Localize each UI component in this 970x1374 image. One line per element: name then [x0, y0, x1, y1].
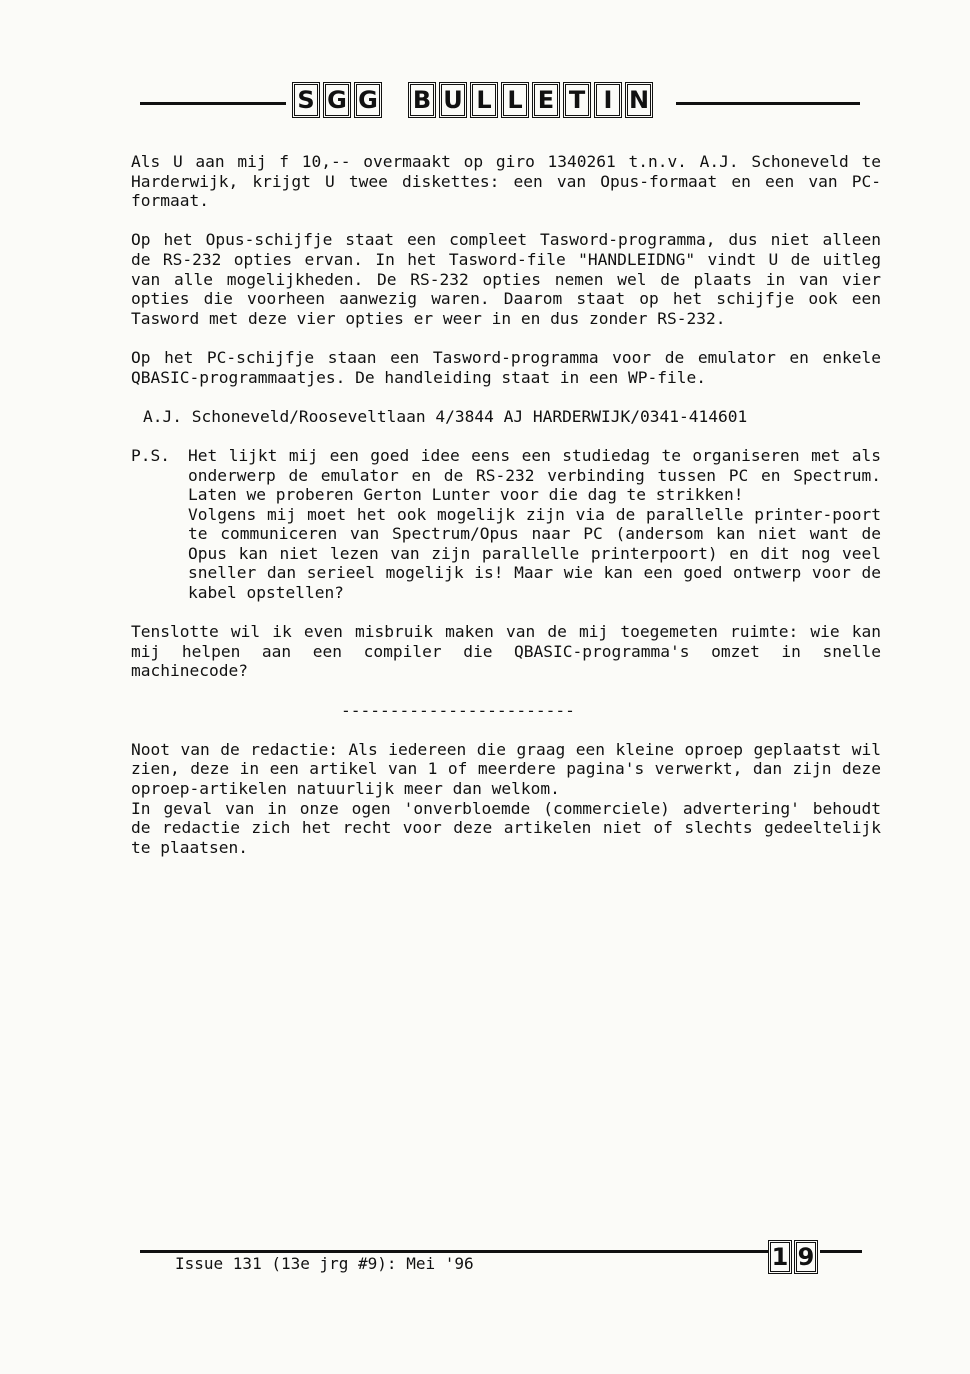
page-number — [768, 1240, 818, 1274]
header-rule-left — [140, 102, 286, 105]
title-letter: B — [408, 82, 436, 118]
paragraph-opus-disk: Op het Opus-schijfje staat een compleet Tasword-programma, dus niet alleen de RS-232 opties ervan. In het Tasword-file "HANDLEIDNG" vindt U de uitleg van alle mogelijkheden. De RS-232 opties nemen wel de plaats in van vier opties die voorheen aanwezig waren. Daarom staat op het schijfje ook een Tasword met deze vier opties er weer in en dus zonder RS-232. — [131, 230, 881, 328]
title-letter: I — [594, 82, 622, 118]
issue-info: Issue 131 (13e jrg #9): Mei '96 — [175, 1254, 474, 1273]
title-letter: L — [501, 82, 529, 118]
title-letter: G — [354, 82, 382, 118]
title-letter: S — [292, 82, 320, 118]
page-digit: 1 — [768, 1240, 792, 1274]
author-address: A.J. Schoneveld/Rooseveltlaan 4/3844 AJ HARDERWIJK/0341-414601 — [143, 406, 748, 426]
title-letter: U — [439, 82, 467, 118]
title-letter: T — [563, 82, 591, 118]
footer-rule — [140, 1250, 768, 1253]
ps-paragraph-printerpoort: Volgens mij moet het ook mogelijk zijn via de parallelle printer-poort te communiceren van Spectrum/Opus naar PC (andersom kan niet want de Opus kan niet lezen van zijn parallelle printerpoort) en dit nog veel sneller dan serieel mogelijk is! Maar wie kan een goed ontwerp voor de kabel opstellen? — [188, 504, 881, 603]
title-letter: E — [532, 82, 560, 118]
editor-note — [131, 740, 881, 858]
paragraph-compiler: Tenslotte wil ik even misbruik maken van de mij toegemeten ruimte: wie kan mij helpen aan een compiler die QBASIC-programma's omzet in snelle machinecode? — [131, 622, 881, 681]
article-body — [131, 152, 881, 857]
bulletin-title — [292, 82, 675, 118]
paragraph-giro: Als U aan mij f 10,-- overmaakt op giro 1340261 t.n.v. A.J. Schoneveld te Harderwijk, krijgt U twee diskettes: een van Opus-formaat en een van PC-formaat. — [131, 152, 881, 211]
title-word-sgg — [292, 82, 382, 118]
header-rule-right — [676, 102, 860, 105]
ps-paragraph-studiedag: Het lijkt mij een goed idee eens een studiedag te organiseren met als onderwerp de emulator en de RS-232 verbinding tussen PC en Spectrum. Laten we proberen Gerton Lunter voor die dag te strikken! — [188, 445, 881, 505]
editor-note-paragraph: Noot van de redactie: Als iedereen die graag een kleine oproep geplaatst wil zien, deze in een artikel van 1 of meerdere pagina's verwerkt, dan zijn deze oproep-artikelen natuurlijk meer dan welkom. — [131, 739, 881, 798]
footer-rule-right — [820, 1250, 862, 1253]
bulletin-header — [140, 82, 860, 124]
title-letter: G — [323, 82, 351, 118]
ps-body — [188, 446, 881, 603]
title-letter: N — [625, 82, 653, 118]
title-letter: L — [470, 82, 498, 118]
editor-note-paragraph: In geval van in onze ogen 'onverbloemde (commerciele) advertering' behoudt de redactie zich het recht voor deze artikelen niet of slechts gedeeltelijk te plaatsen. — [131, 798, 881, 857]
paragraph-pc-disk: Op het PC-schijfje staan een Tasword-programma voor de emulator en enkele QBASIC-programmaatjes. De handleiding staat in een WP-file. — [131, 347, 881, 387]
title-word-bulletin — [408, 82, 653, 118]
page-footer — [140, 1240, 862, 1300]
postscript — [131, 446, 881, 603]
ps-label: P.S. — [131, 445, 170, 465]
page-digit: 9 — [794, 1240, 818, 1274]
separator-line: ------------------------ — [341, 700, 575, 720]
